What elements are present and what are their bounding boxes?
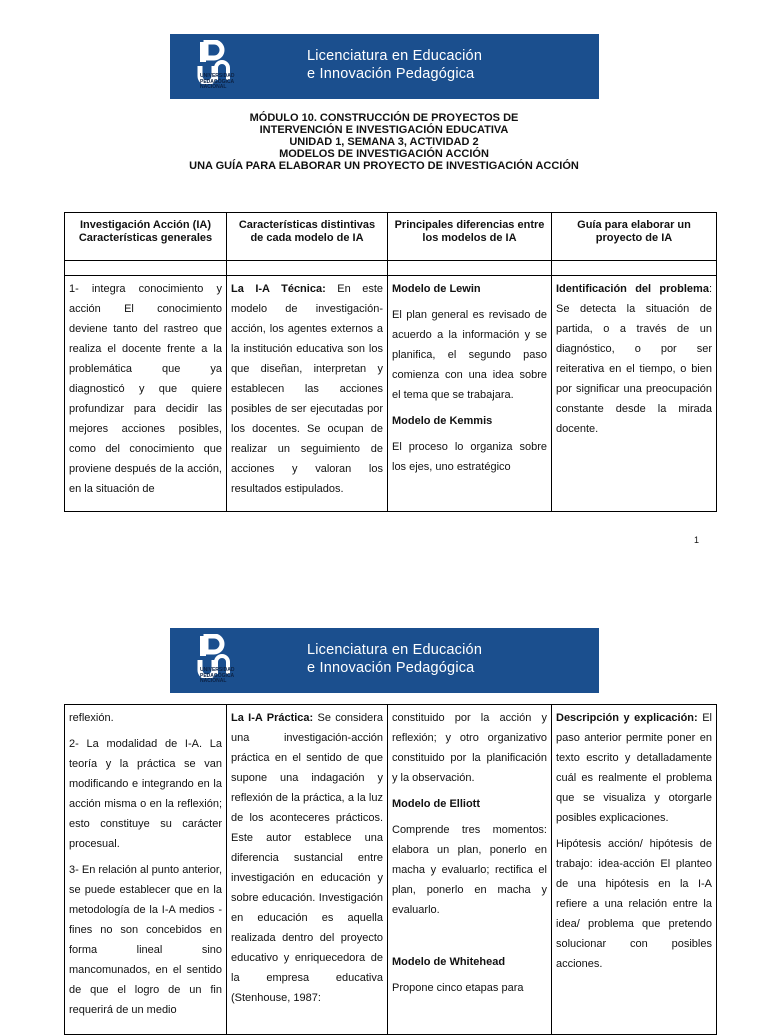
cell-text: reflexión. [69,712,114,724]
table-header-cell: Investigación Acción (IA) Características generales [65,213,227,261]
model-title: Modelo de Elliott [392,798,480,810]
cell-bold-text: La I-A Práctica: [231,712,314,724]
cell-text: Comprende tres momentos: elabora un plan, ponerlo en macha y evaluarlo; rectifica el plan, ponerlo en macha y evaluarlo. [392,824,547,916]
table-header-cell: Guía para elaborar un proyecto de IA [552,213,717,261]
cell-text: Hipótesis acción/ hipótesis de trabajo: idea-acción El planteo de una hipótesis en la I-A refiere a una relación entre la idea/ problema que pretendo solucionar con posibles acciones. [556,838,712,970]
upn-logo [170,34,288,99]
table-cell [65,276,227,512]
logo-text-line: PEDAGÓGICA [200,78,235,85]
banner-title-line1: Licenciatura en Educación [307,48,483,64]
banner-title [307,47,482,83]
banner-title-line2: e Innovación Pedagógica [307,66,475,82]
cell-text: Propone cinco etapas para [392,982,524,994]
ia-table-page1 [64,212,717,512]
table-cell [65,261,227,276]
heading-line: UNA GUÍA PARA ELABORAR UN PROYECTO DE INVESTIGACIÓN ACCIÓN [189,160,579,172]
cell-text: El paso anterior permite poner en texto escrito y detalladamente cuál es realmente el problema que se visualiza y otorgarle posibles explicaciones. [556,712,712,824]
document-heading [0,112,768,172]
page-number: 1 [694,535,700,545]
table-cell [65,705,227,1035]
banner-title-line2: e Innovación Pedagógica [307,660,475,676]
model-title: Modelo de Lewin [392,283,481,295]
cell-text: 1- integra conocimiento y acción El conocimiento deviene tanto del rastreo que realiza el docente frente a la problemática que ya diagnosticó y que quiere profundizar para decidir las mejores acciones posibles, como del conocimiento que proviene después de la acción, en la situación de [69,283,222,495]
table-cell [227,261,388,276]
upn-logo-text [200,74,234,91]
table-header-cell: Características distintivas de cada modelo de IA [227,213,388,261]
cell-text: 2- La modalidad de I-A. La teoría y la práctica se van modificando e integrando en la acción misma o en la reflexión; esto constituye su carácter procesual. [69,738,222,850]
logo-text-line: UNIVERSIDAD [200,73,235,79]
table-cell [552,261,717,276]
heading-line: UNIDAD 1, SEMANA 3, ACTIVIDAD 2 [289,136,479,148]
cell-text: 3- En relación al punto anterior, se puede establecer que en la metodología de la I-A medios - fines no son concebidos en forma lineal sino mancomunados, en el sentido de que el logro de un fin requerirá de un medio [69,864,222,1016]
cell-text: : Se detecta la situación de partida, o a través de un diagnóstico, o por ser reiterativa en el tiempo, o bien por significar una preocupación constante desde la mirada docente. [556,283,712,435]
model-title: Modelo de Whitehead [392,956,506,968]
table-row [65,276,717,512]
model-title: Modelo de Kemmis [392,415,493,427]
table-spacer-row [65,261,717,276]
cell-bold-text: Descripción y explicación: [556,712,698,724]
table-cell [552,705,717,1035]
logo-text-line: NACIONAL [200,84,227,90]
logo-text-line: NACIONAL [200,678,227,684]
header-banner [170,34,599,99]
table-cell [388,705,552,1035]
cell-text: El plan general es revisado de acuerdo a la información y se planifica, el segundo paso comienza con una idea sobre el tema que se trabajara. [392,309,547,401]
header-banner [170,628,599,693]
cell-text: En este modelo de investigación-acción, los agentes externos a la institución educativa son los que diseñan, interpretan y establecen las acciones posibles de ser ejecutadas por los docentes. Se ocupan de realizar un seguimiento de acciones y valoran los resultados estipulados. [231,283,383,495]
cell-bold-text: La I-A Técnica: [231,283,326,295]
table-cell [388,261,552,276]
table-row [65,705,717,1035]
upn-logo-text [200,668,234,685]
upn-logo [170,628,288,693]
cell-bold-text: Identificación del problema [556,283,709,295]
banner-title [307,641,482,677]
table-cell [552,276,717,512]
heading-line: INTERVENCIÓN E INVESTIGACIÓN EDUCATIVA [259,124,509,136]
table-cell [388,276,552,512]
logo-text-line: PEDAGÓGICA [200,672,235,679]
heading-line: MODELOS DE INVESTIGACIÓN ACCIÓN [279,148,489,160]
logo-text-line: UNIVERSIDAD [200,667,235,673]
cell-text: constituido por la acción y reflexión; y otro organizativo constituido por la planificación y la observación. [392,712,547,784]
cell-text: Se considera una investigación-acción práctica en el sentido de que supone una indagación y reflexión de la práctica, a la luz de los aconteceres prácticos. Este autor establece una diferencia sustancial entre investigación en educación y sobre educación. Investigación en educación es aquella realizada dentro del proyecto educativo y enriquecedora de la empresa educativa (Stenhouse, 1987: [231,712,383,1004]
banner-title-line1: Licenciatura en Educación [307,642,483,658]
table-header-row [65,213,717,261]
cell-text: El proceso lo organiza sobre los ejes, uno estratégico [392,441,547,473]
table-cell [227,276,388,512]
heading-line: MÓDULO 10. CONSTRUCCIÓN DE PROYECTOS DE [249,112,519,124]
ia-table-page2 [64,704,717,1035]
table-cell [227,705,388,1035]
table-header-cell: Principales diferencias entre los modelos de IA [388,213,552,261]
